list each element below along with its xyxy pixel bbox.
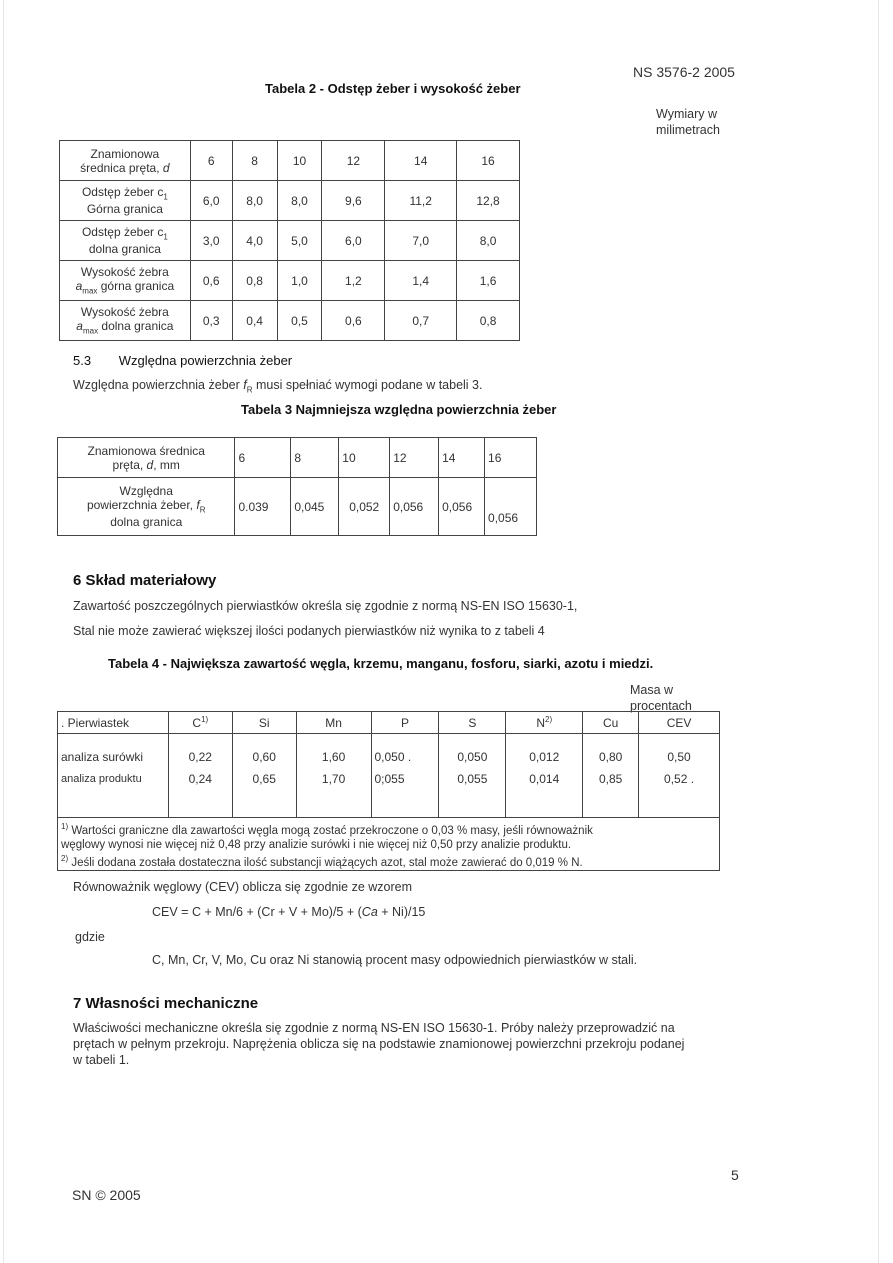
value: 0,60 — [252, 750, 276, 764]
table3-caption: Tabela 3 Najmniejsza względna powierzchnia żeber — [241, 402, 557, 417]
table-cell: 0,5 — [277, 301, 322, 341]
label-text: , mm — [153, 457, 180, 472]
table3 — [57, 437, 537, 536]
label-line — [63, 225, 187, 241]
table-cell: 10 — [339, 438, 390, 478]
table-cell: 7,0 — [385, 221, 457, 261]
column-header: Mn — [296, 712, 371, 734]
table-cell: 16 — [485, 438, 537, 478]
table-cell: 0,4 — [232, 301, 277, 341]
text: Względna powierzchnia żeber — [73, 378, 244, 392]
table-cell: 16 — [457, 141, 520, 181]
value: 0,050 . — [374, 750, 412, 764]
table-row — [58, 478, 537, 536]
table-cell: 6,0 — [190, 181, 232, 221]
table-cell: 9,6 — [322, 181, 385, 221]
variable: a — [75, 279, 83, 294]
label-line: Względna — [119, 484, 173, 499]
variable: f — [196, 498, 200, 513]
variable: d — [162, 160, 170, 175]
formula-text: CEV = C + Mn/6 + (Cr + V + Mo)/5 + ( — [152, 905, 362, 919]
table-cell: 6 — [235, 438, 291, 478]
table-cell: 8,0 — [277, 181, 322, 221]
label-line: Znamionowa — [90, 146, 160, 161]
table-cell: 0.039 — [235, 478, 291, 536]
table-cell: 0,056 — [439, 478, 485, 536]
table-row — [60, 141, 520, 181]
table-cell: 0,3 — [190, 301, 232, 341]
value: 1,60 — [321, 750, 346, 764]
label-line — [61, 458, 231, 472]
cev-formula — [152, 905, 425, 919]
footnote-2 — [61, 852, 716, 870]
table-footnotes — [58, 818, 720, 871]
label-line — [61, 498, 231, 514]
table-cell: 0,8 — [457, 301, 520, 341]
footnote-mark: 1) — [61, 822, 69, 831]
units-line: procentach — [630, 699, 692, 713]
value: 0,050 — [457, 750, 488, 764]
table-row — [60, 181, 520, 221]
value: 0,50 — [667, 750, 691, 764]
table-cell: 1,6 — [457, 261, 520, 301]
table-cell — [232, 734, 296, 818]
table-cell: 1,4 — [385, 261, 457, 301]
section-6-para-2: Stal nie może zawierać większej ilości podanych pierwiastków niż wynika to z tabeli 4 — [73, 624, 545, 638]
table-cell: 8,0 — [457, 221, 520, 261]
table-cell — [583, 734, 639, 818]
units-note — [656, 106, 720, 138]
table-row — [58, 734, 720, 818]
table-cell — [58, 734, 169, 818]
table-cell — [639, 734, 720, 818]
table-row — [58, 438, 537, 478]
text: musi spełniać wymogi podane w tabeli 3. — [252, 378, 483, 392]
text-line: prętach w pełnym przekroju. Naprężenia oblicza się na podstawie znamionowej powierzchni przekroju podanej — [73, 1037, 685, 1051]
label-text: średnica pręta, — [80, 160, 160, 175]
label-text: powierzchnia żeber, — [86, 498, 197, 513]
table-cell: 1,0 — [277, 261, 322, 301]
footnote-1 — [61, 820, 716, 838]
value: 0,012 — [529, 750, 560, 764]
table4 — [57, 711, 720, 871]
table-cell: 0,056 — [390, 478, 439, 536]
row-label — [60, 141, 191, 181]
formula-text: + Ni)/15 — [377, 905, 426, 919]
column-header — [168, 712, 232, 734]
scan-edge-left — [3, 0, 4, 1263]
table-footnote-row — [58, 818, 720, 871]
footnote-text: Wartości graniczne dla zawartości węgla mogą zostać przekroczone o 0,03 % masy, jeśli równoważnik — [68, 824, 593, 837]
text-line: w tabeli 1. — [73, 1053, 130, 1067]
text-line: Właściwości mechaniczne określa się zgodnie z normą NS-EN ISO 15630-1. Próby należy przeprowadzić na — [73, 1021, 675, 1035]
row-label: analiza produktu — [61, 773, 142, 785]
row-label — [60, 181, 191, 221]
table-cell: 0,056 — [485, 478, 537, 536]
superscript: 1) — [201, 715, 209, 724]
table-cell — [296, 734, 371, 818]
subscript: R — [246, 385, 253, 395]
label-text: Odstęp żeber c — [81, 225, 164, 240]
table2 — [59, 140, 520, 341]
table-cell: 8 — [232, 141, 277, 181]
footnote-mark: 2) — [61, 853, 69, 863]
section-6-heading: 6 Skład materiałowy — [73, 572, 217, 589]
table-cell: 14 — [385, 141, 457, 181]
table-cell: 12 — [322, 141, 385, 181]
subscript: 1 — [163, 192, 168, 202]
variable: d — [146, 457, 154, 472]
cev-intro: Równoważnik węglowy (CEV) oblicza się zgodnie ze wzorem — [73, 880, 413, 894]
table-cell — [371, 734, 439, 818]
label-text: dolna granica — [98, 319, 174, 334]
variable: a — [76, 319, 83, 334]
superscript: 2) — [545, 715, 553, 724]
label-line: Znamionowa średnica — [87, 443, 205, 458]
variable: f — [243, 378, 247, 392]
table-cell: 0,7 — [385, 301, 457, 341]
section-title: Względna powierzchnia żeber — [118, 353, 293, 368]
section-7-heading: 7 Własności mechaniczne — [73, 995, 259, 1012]
header-text: C — [192, 716, 202, 730]
value: 0;055 — [374, 772, 405, 786]
value: 1,70 — [321, 772, 346, 786]
row-label — [60, 301, 191, 341]
label-line — [63, 185, 187, 201]
value: 0,52 . — [664, 772, 695, 786]
table-cell: 0,6 — [190, 261, 232, 301]
cev-explanation: C, Mn, Cr, V, Mo, Cu oraz Ni stanowią procent masy odpowiednich pierwiastków w stali. — [152, 953, 638, 967]
header-text: N — [536, 716, 546, 730]
subscript: 1 — [163, 232, 168, 242]
table-cell: 8 — [291, 438, 339, 478]
column-header: CEV — [639, 712, 720, 734]
label-line: dolna granica — [88, 241, 161, 256]
table-cell: 10 — [277, 141, 322, 181]
cev-where: gdzie — [75, 930, 105, 944]
variable: Ca — [361, 905, 378, 919]
column-header: Si — [232, 712, 296, 734]
table-cell: 11,2 — [385, 181, 457, 221]
label-line — [63, 279, 187, 295]
section-7-text — [73, 1020, 684, 1068]
units-note-line-2: milimetrach — [656, 123, 720, 137]
row-label — [58, 478, 235, 536]
table-cell: 0,6 — [322, 301, 385, 341]
row-label — [60, 221, 191, 261]
table-cell: 6,0 — [322, 221, 385, 261]
table-cell: 14 — [439, 438, 485, 478]
row-label — [60, 261, 191, 301]
table-cell: 1,2 — [322, 261, 385, 301]
subscript: max — [82, 326, 99, 336]
table-cell: 8,0 — [232, 181, 277, 221]
label-line — [63, 161, 187, 175]
table-cell: 0,052 — [339, 478, 390, 536]
label-line: dolna granica — [110, 514, 183, 529]
table-header-row — [58, 712, 720, 734]
table-cell: 12 — [390, 438, 439, 478]
table-row — [60, 261, 520, 301]
label-line: Wysokość żebra — [80, 305, 169, 320]
table4-caption: Tabela 4 - Największa zawartość węgla, krzemu, manganu, fosforu, siarki, azotu i miedzi. — [108, 656, 654, 671]
column-header: S — [439, 712, 506, 734]
page-number: 5 — [731, 1167, 739, 1183]
units-note-line-1: Wymiary w — [656, 107, 717, 121]
label-text: Odstęp żeber c — [81, 185, 164, 200]
label-text: pręta, — [112, 457, 147, 472]
footnote-1-continued: węglowy wynosi nie więcej niż 0,48 przy analizie surówki i nie więcej niż 0,50 przy analizie produktu. — [61, 838, 572, 851]
table-cell: 5,0 — [277, 221, 322, 261]
label-line: Wysokość żebra — [80, 265, 169, 280]
table4-units — [630, 682, 692, 714]
footnote-text: Jeśli dodana została dostateczna ilość substancji wiążących azot, stal może zawierać do 0,019 % N. — [68, 856, 583, 869]
table-cell: 6 — [190, 141, 232, 181]
table-row — [60, 301, 520, 341]
scan-edge-right — [878, 0, 879, 1263]
value: 0,24 — [188, 772, 212, 786]
column-header: . Pierwiastek — [58, 712, 169, 734]
section-number: 5.3 — [73, 353, 92, 368]
table-cell: 3,0 — [190, 221, 232, 261]
label-line — [63, 319, 187, 335]
row-label — [58, 438, 235, 478]
copyright: SN © 2005 — [72, 1187, 141, 1203]
table-cell — [168, 734, 232, 818]
column-header: Cu — [583, 712, 639, 734]
label-line: Górna granica — [86, 201, 163, 216]
subscript: max — [82, 286, 98, 296]
value: 0,055 — [457, 772, 488, 786]
table-cell: 0,8 — [232, 261, 277, 301]
table-cell: 0,045 — [291, 478, 339, 536]
subscript: R — [199, 505, 206, 515]
table-cell — [506, 734, 583, 818]
table-row — [60, 221, 520, 261]
section-5-3-heading — [73, 353, 292, 368]
value: 0,22 — [188, 750, 212, 764]
label-text: górna granica — [97, 279, 175, 294]
section-5-3-text — [73, 378, 482, 395]
column-header — [506, 712, 583, 734]
table-cell: 12,8 — [457, 181, 520, 221]
section-6-para-1: Zawartość poszczególnych pierwiastków określa się zgodnie z normą NS-EN ISO 15630-1, — [73, 599, 578, 613]
row-label: analiza surówki — [61, 750, 144, 764]
table-cell: 4,0 — [232, 221, 277, 261]
table2-caption: Tabela 2 - Odstęp żeber i wysokość żeber — [265, 81, 521, 96]
value: 0,85 — [598, 772, 623, 786]
value: 0,65 — [252, 772, 276, 786]
value: 0,014 — [529, 772, 560, 786]
table-cell — [439, 734, 506, 818]
document-id: NS 3576-2 2005 — [633, 64, 735, 80]
column-header: P — [371, 712, 439, 734]
units-line: Masa w — [630, 683, 674, 697]
value: 0,80 — [598, 750, 623, 764]
